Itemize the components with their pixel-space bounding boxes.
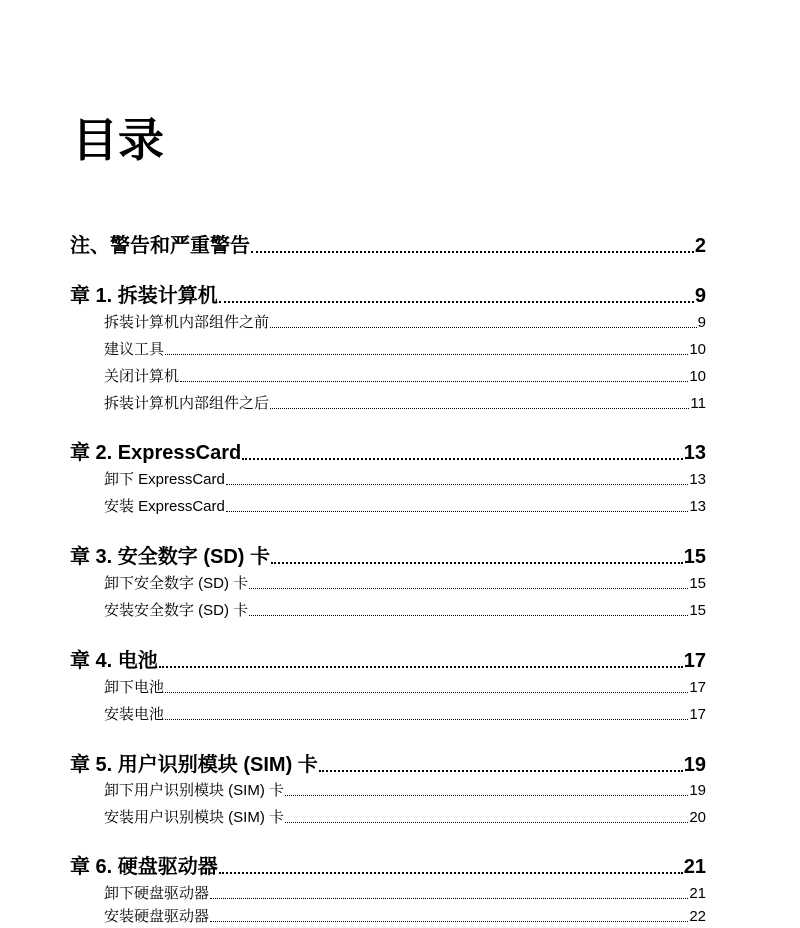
toc-entry-label: 章 3. 安全数字 (SD) 卡 bbox=[70, 546, 271, 568]
toc-subentry[interactable] bbox=[104, 704, 706, 726]
toc-subentry[interactable] bbox=[104, 600, 706, 622]
toc-entry-label: 拆装计算机内部组件之后 bbox=[104, 395, 270, 412]
toc-entry-page: 10 bbox=[689, 341, 706, 358]
dot-leader bbox=[249, 573, 688, 595]
dot-leader bbox=[319, 751, 683, 779]
toc-entry-page: 17 bbox=[683, 650, 706, 672]
toc-entry-label: 章 4. 电池 bbox=[70, 650, 158, 672]
toc-entry-label: 安装电池 bbox=[104, 706, 165, 723]
dot-leader bbox=[226, 496, 688, 518]
dot-leader bbox=[219, 853, 683, 881]
dot-leader bbox=[226, 469, 688, 491]
toc-subentry[interactable] bbox=[104, 339, 706, 361]
toc-entry-page: 10 bbox=[689, 368, 706, 385]
toc-chapter-5[interactable] bbox=[70, 751, 706, 779]
dot-leader bbox=[251, 232, 694, 260]
toc-subentry[interactable] bbox=[104, 573, 706, 595]
dot-leader bbox=[285, 780, 688, 802]
toc-entry-label: 章 2. ExpressCard bbox=[70, 442, 242, 464]
dot-leader bbox=[285, 807, 688, 829]
toc-entry-notes-warnings[interactable] bbox=[70, 232, 706, 260]
dot-leader bbox=[242, 439, 683, 467]
dot-leader bbox=[219, 282, 694, 310]
toc-entry-label: 卸下电池 bbox=[104, 679, 165, 696]
toc-entry-page: 13 bbox=[689, 498, 706, 515]
toc-subentry[interactable] bbox=[104, 496, 706, 518]
toc-entry-page: 13 bbox=[689, 471, 706, 488]
toc-entry-page: 17 bbox=[689, 679, 706, 696]
toc-entry-label: 卸下用户识别模块 (SIM) 卡 bbox=[104, 782, 284, 799]
dot-leader bbox=[270, 393, 689, 415]
toc-entry-page: 21 bbox=[683, 856, 706, 878]
toc-subentry[interactable] bbox=[104, 469, 706, 491]
dot-leader bbox=[165, 339, 688, 361]
toc-entry-page: 15 bbox=[689, 575, 706, 592]
toc-entry-label: 章 1. 拆装计算机 bbox=[70, 285, 218, 307]
toc-entry-page: 19 bbox=[689, 782, 706, 799]
dot-leader bbox=[270, 312, 697, 334]
toc-subentry[interactable] bbox=[104, 393, 706, 415]
toc-subentry[interactable] bbox=[104, 366, 706, 388]
toc-entry-page: 22 bbox=[689, 908, 706, 925]
toc-entry-label: 拆装计算机内部组件之前 bbox=[104, 314, 270, 331]
toc-subentry[interactable] bbox=[104, 883, 706, 905]
dot-leader bbox=[165, 704, 688, 726]
toc-entry-label: 章 6. 硬盘驱动器 bbox=[70, 856, 218, 878]
dot-leader bbox=[249, 600, 688, 622]
toc-entry-page: 9 bbox=[697, 314, 706, 331]
toc-chapter-3[interactable] bbox=[70, 543, 706, 571]
toc-entry-label: 建议工具 bbox=[104, 341, 165, 358]
toc-entry-label: 卸下硬盘驱动器 bbox=[104, 885, 210, 902]
toc-entry-page: 19 bbox=[683, 754, 706, 776]
toc-entry-page: 11 bbox=[690, 395, 706, 412]
toc-entry-label: 章 5. 用户识别模块 (SIM) 卡 bbox=[70, 754, 318, 776]
toc-entry-label: 安装 ExpressCard bbox=[104, 498, 225, 515]
toc-chapter-1[interactable] bbox=[70, 282, 706, 310]
toc-entry-page: 20 bbox=[689, 809, 706, 826]
toc-subentry[interactable] bbox=[104, 780, 706, 802]
toc-entry-page: 2 bbox=[694, 235, 706, 257]
toc-entry-page: 13 bbox=[683, 442, 706, 464]
toc-entry-page: 21 bbox=[689, 885, 706, 902]
toc-chapter-2[interactable] bbox=[70, 439, 706, 467]
dot-leader bbox=[180, 366, 688, 388]
toc-subentry[interactable] bbox=[104, 312, 706, 334]
toc-subentry[interactable] bbox=[104, 807, 706, 829]
toc-chapter-4[interactable] bbox=[70, 647, 706, 675]
toc-entry-page: 15 bbox=[689, 602, 706, 619]
toc-subentry[interactable] bbox=[104, 677, 706, 699]
toc-entry-label: 卸下 ExpressCard bbox=[104, 471, 225, 488]
page-title: 目录 bbox=[72, 114, 164, 166]
toc-entry-label: 卸下安全数字 (SD) 卡 bbox=[104, 575, 249, 592]
dot-leader bbox=[165, 677, 688, 699]
toc-entry-page: 9 bbox=[694, 285, 706, 307]
dot-leader bbox=[210, 906, 688, 928]
toc-chapter-6[interactable] bbox=[70, 853, 706, 881]
toc-subentry[interactable] bbox=[104, 906, 706, 928]
toc-entry-label: 安装安全数字 (SD) 卡 bbox=[104, 602, 249, 619]
dot-leader bbox=[271, 543, 683, 571]
toc-entry-page: 17 bbox=[689, 706, 706, 723]
dot-leader bbox=[159, 647, 683, 675]
toc-entry-label: 关闭计算机 bbox=[104, 368, 180, 385]
toc-entry-label: 注、警告和严重警告 bbox=[70, 235, 250, 257]
toc-entry-label: 安装硬盘驱动器 bbox=[104, 908, 210, 925]
toc-entry-label: 安装用户识别模块 (SIM) 卡 bbox=[104, 809, 284, 826]
toc-entry-page: 15 bbox=[683, 546, 706, 568]
dot-leader bbox=[210, 883, 688, 905]
